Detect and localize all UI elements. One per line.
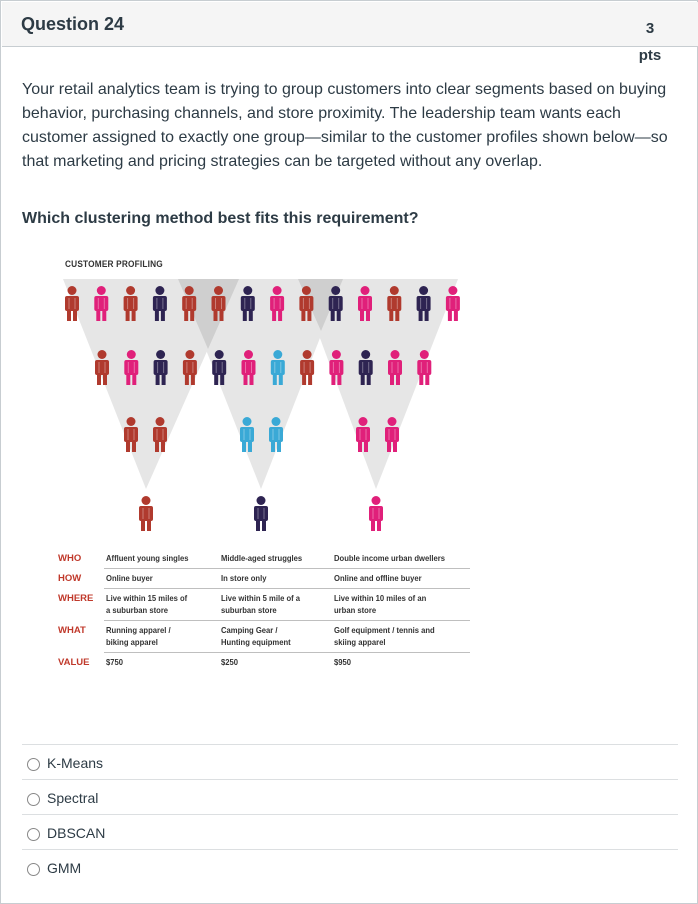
profile-divider (104, 652, 470, 653)
answer-option-label[interactable]: Spectral (47, 790, 99, 806)
profile-cell: In store only (221, 573, 267, 583)
profile-cell: Double income urban dwellers (334, 553, 445, 563)
profile-divider (104, 620, 470, 621)
answer-option[interactable] (22, 849, 678, 884)
profile-row-key: HOW (58, 573, 82, 584)
radio-button[interactable] (27, 828, 40, 841)
profile-cell: Live within 5 mile of a suburban store (221, 593, 301, 615)
answer-option-label[interactable]: GMM (47, 860, 82, 876)
answer-option-label[interactable]: K-Means (47, 755, 104, 771)
profile-cell: $250 (221, 657, 239, 667)
profile-row-key: WHAT (58, 625, 86, 636)
profile-cell: Affluent young singles (106, 553, 189, 563)
profile-cell: Running apparel / biking apparel (106, 625, 171, 647)
person-icon (139, 496, 153, 531)
person-icon (254, 496, 268, 531)
answer-option-label[interactable]: DBSCAN (47, 825, 106, 841)
person-icon (369, 496, 383, 531)
profile-cell: Camping Gear / Hunting equipment (221, 625, 291, 647)
points-value: 3 (645, 20, 655, 37)
customer-funnel-graphic (53, 251, 473, 551)
profile-cell: Middle-aged struggles (221, 553, 303, 563)
question-points (635, 15, 665, 69)
profile-cell: Online buyer (106, 573, 153, 583)
profile-cell: $750 (106, 657, 124, 667)
profile-cell: Live within 10 miles of an urban store (334, 593, 427, 615)
radio-button[interactable] (27, 863, 40, 876)
answer-option[interactable] (22, 779, 678, 814)
profile-cell: Live within 15 miles of a suburban store (106, 593, 188, 615)
points-unit: pts (638, 47, 662, 64)
profile-divider (104, 568, 470, 569)
profile-row-key: WHO (58, 553, 82, 564)
profile-cell: Golf equipment / tennis and skiing apparel (334, 625, 435, 647)
profile-row-key: WHERE (58, 593, 94, 604)
radio-button[interactable] (27, 758, 40, 771)
answer-options (22, 744, 678, 884)
profile-cell: $950 (334, 657, 352, 667)
question-title: Question 24 (21, 14, 125, 34)
radio-button[interactable] (27, 793, 40, 806)
profile-cell: Online and offline buyer (334, 573, 422, 583)
question-body: Your retail analytics team is trying to group customers into clear segments based on buying behavior, purchasing channels, and store proximity. The leadership team wants each customer assigned to exactly one group—similar to the customer profiles shown below—so that marketing and pricing strategies can be targeted without any overlap. (22, 81, 668, 170)
question-prompt: Which clustering method best fits this requirement? (22, 210, 419, 227)
question-header (2, 2, 698, 64)
customer-profiling-infographic (53, 251, 473, 681)
answer-option[interactable] (22, 744, 678, 779)
profile-row-key: VALUE (58, 657, 90, 668)
infographic-title: CUSTOMER PROFILING (65, 259, 163, 269)
answer-option[interactable] (22, 814, 678, 849)
profile-divider (104, 588, 470, 589)
